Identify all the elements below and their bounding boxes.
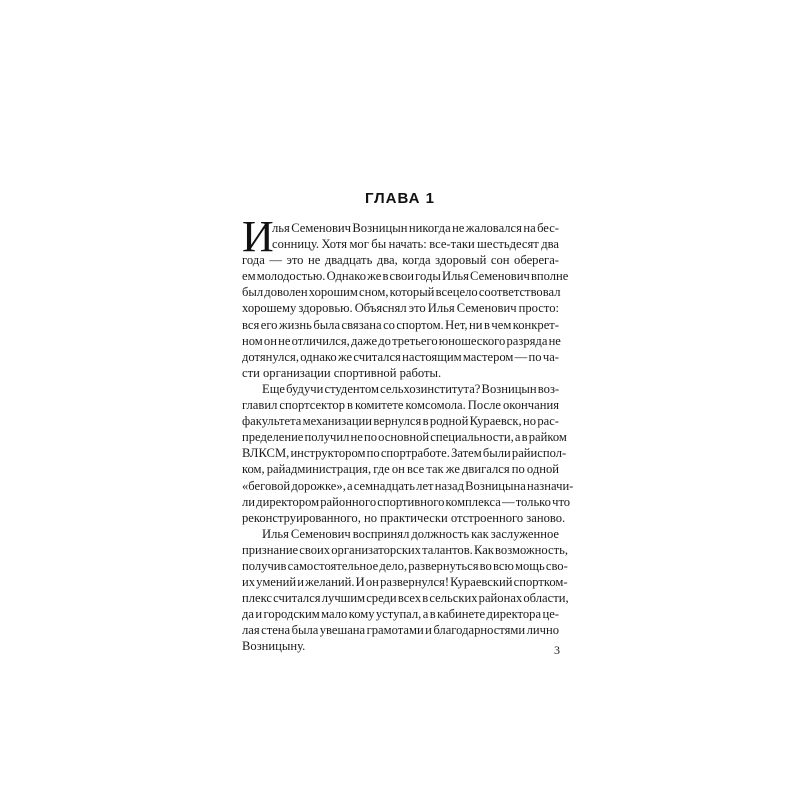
- text-line: Возницыну.: [242, 639, 306, 654]
- text-line: ем молодостью. Однако же в свои годы Илья Семенович вполне: [242, 269, 569, 284]
- text-line: получив самостоятельное дело, развернуться во всю мощь сво-: [242, 558, 568, 573]
- text-line: Илья Семенович воспринял должность как заслуженное: [262, 526, 559, 541]
- page-number: 3: [554, 643, 560, 657]
- text-line: Еще будучи студентом сельхозинститута? Возницын воз-: [262, 381, 560, 396]
- text-line: главил спортсектор в комитете комсомола. После окончания: [242, 398, 559, 413]
- text-line: сонницу. Хотя мог бы начать: все-таки шестьдесят два: [272, 237, 559, 252]
- text-line: ном он не отличился, даже до третьего юношеского разряда не: [242, 333, 561, 348]
- text-line: «беговой дорожке», а семнадцать лет назад Возницына назначи-: [242, 478, 574, 493]
- text-line: их умений и желаний. И он развернулся! Кураевский спортком-: [242, 575, 568, 590]
- paragraph-2: [242, 381, 574, 526]
- text-line: ком, райадминистрация, где он все так же двигался по одной: [242, 462, 559, 477]
- text-line: да и городским мало кому уступал, а в кабинете директора це-: [242, 607, 559, 622]
- chapter-title: ГЛАВА 1: [365, 190, 435, 207]
- text-line: года — это не двадцать два, когда здоровый сон оберега-: [242, 253, 559, 268]
- first-paragraph-wrapper: [242, 212, 569, 381]
- text-line: лая стена была увешана грамотами и благодарностями лично: [242, 623, 559, 638]
- text-line: пределение получил не по основной специальности, а в райком: [242, 430, 567, 445]
- text-line: ВЛКСМ, инструктором по спортработе. Затем были райиспол-: [242, 446, 567, 461]
- text-line: сти организации спортивной работы.: [242, 365, 442, 380]
- text-line: лья Семенович Возницын никогда не жаловался на бес-: [272, 221, 559, 235]
- text-line: реконструированного, но практически отстроенного заново.: [242, 510, 566, 525]
- text-line: признание своих организаторских талантов. Как возможность,: [242, 542, 569, 557]
- text-line: факультета механизации вернулся в родной Кураевск, но рас-: [242, 414, 559, 429]
- text-line: вся его жизнь была связана со спортом. Нет, ни в чем конкрет-: [242, 317, 559, 332]
- text-line: был доволен хорошим сном, который всецело соответствовал: [242, 285, 561, 300]
- paragraph-3: [242, 526, 569, 655]
- text-line: ли директором районного спортивного комплекса — только что: [242, 494, 571, 509]
- paragraph-1: [242, 220, 569, 381]
- text-line: плекс считался лучшим среди всех в сельских районах области,: [242, 591, 569, 606]
- text-line: дотянулся, однако же считался настоящим мастером — по ча-: [242, 349, 559, 364]
- body-text: [242, 212, 574, 655]
- drop-cap-letter: И: [242, 212, 274, 261]
- text-line: хорошему здоровью. Объяснял это Илья Семенович просто:: [242, 301, 559, 316]
